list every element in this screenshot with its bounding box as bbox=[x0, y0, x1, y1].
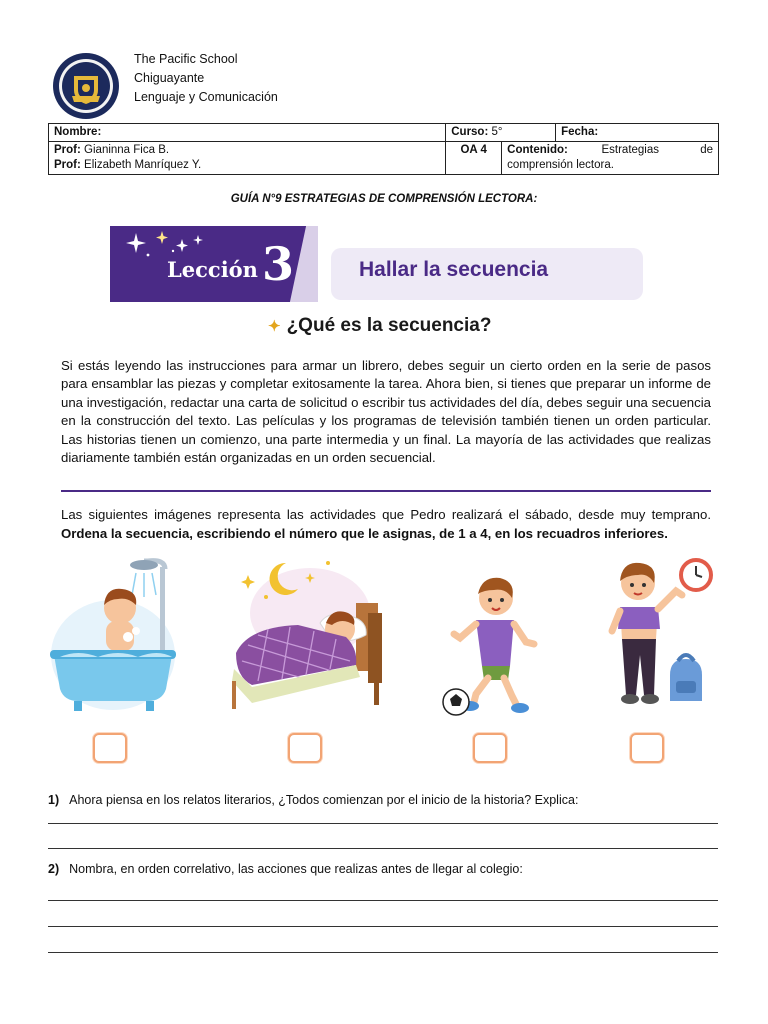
boy-bathing-icon bbox=[48, 555, 178, 720]
prof-1-name: Gianinna Fica B. bbox=[84, 144, 170, 156]
fecha-field[interactable]: Fecha: bbox=[556, 124, 719, 142]
answer-box-3[interactable] bbox=[473, 733, 507, 763]
school-name: The Pacific School bbox=[134, 52, 238, 66]
answer-line[interactable] bbox=[48, 823, 718, 824]
sparkle-icon: ✦ bbox=[268, 318, 281, 335]
nombre-field[interactable]: Nombre: bbox=[49, 124, 446, 142]
section-question: ✦ ¿Qué es la secuencia? bbox=[268, 315, 492, 336]
lesson-banner bbox=[110, 226, 318, 302]
answer-box-4[interactable] bbox=[630, 733, 664, 763]
boy-sleeping-icon bbox=[228, 553, 393, 718]
boy-playing-soccer-icon bbox=[440, 572, 540, 720]
instruction-text: Las siguientes imágenes representa las actividades que Pedro realizará el sábado, desde muy temprano. Ordena la secuencia, escribiendo el número que le asignas, de 1 a 4, en los recuadros inferiores. bbox=[61, 507, 711, 541]
lesson-word: Lección bbox=[167, 257, 258, 282]
boy-dressing-icon bbox=[598, 555, 718, 720]
guide-title: GUÍA N°9 ESTRATEGIAS DE COMPRENSIÓN LECTORA: bbox=[230, 193, 538, 205]
lesson-subtitle-box bbox=[331, 248, 643, 300]
oa-cell: OA 4 bbox=[446, 142, 502, 175]
lesson-subtitle: Hallar la secuencia bbox=[359, 258, 549, 281]
question-2: 2) Nombra, en orden correlativo, las acciones que realizas antes de llegar al colegio: bbox=[48, 862, 523, 876]
question-1: 1) Ahora piensa en los relatos literarios, ¿Todos comienzan por el inicio de la historia? Explica: bbox=[48, 793, 579, 807]
stars-icon bbox=[118, 229, 228, 259]
answer-box-1[interactable] bbox=[93, 733, 127, 763]
answer-box-2[interactable] bbox=[288, 733, 322, 763]
school-subject: Lenguaje y Comunicación bbox=[134, 90, 278, 104]
professors-cell: Prof: Gianinna Fica B. Prof: Elizabeth Manríquez Y. bbox=[49, 142, 446, 175]
answer-line[interactable] bbox=[48, 952, 718, 953]
contenido-cell: Contenido: Estrategias de comprensión lectora. bbox=[502, 142, 719, 175]
lesson-number: 3 bbox=[262, 237, 295, 291]
prof-2-name: Elizabeth Manríquez Y. bbox=[84, 159, 202, 171]
school-crest-icon bbox=[52, 52, 120, 120]
student-info-table bbox=[48, 123, 719, 175]
answer-line[interactable] bbox=[48, 848, 718, 849]
curso-field[interactable]: Curso: 5° bbox=[446, 124, 556, 142]
answer-line[interactable] bbox=[48, 900, 718, 901]
answer-line[interactable] bbox=[48, 926, 718, 927]
school-city: Chiguayante bbox=[134, 71, 205, 85]
intro-paragraph: Si estás leyendo las instrucciones para armar un librero, debes seguir un cierto orden en la serie de pasos para ensamblar las piezas y completar exitosamente la tarea. Ahora bien, si tienes que preparar un informe de una investigación, redactar una carta de solicitud o escribir tus actividades del día, debes seguir una secuencia en la construcción del texto. Las películas y los programas de televisión también tienen un orden particular. Las historias tienen un comienzo, una parte intermedia y un final. La mayoría de las actividades que realizas diariamente también están organizadas en un orden secuencial. bbox=[61, 358, 711, 466]
section-divider bbox=[61, 490, 711, 492]
school-info bbox=[134, 50, 278, 107]
